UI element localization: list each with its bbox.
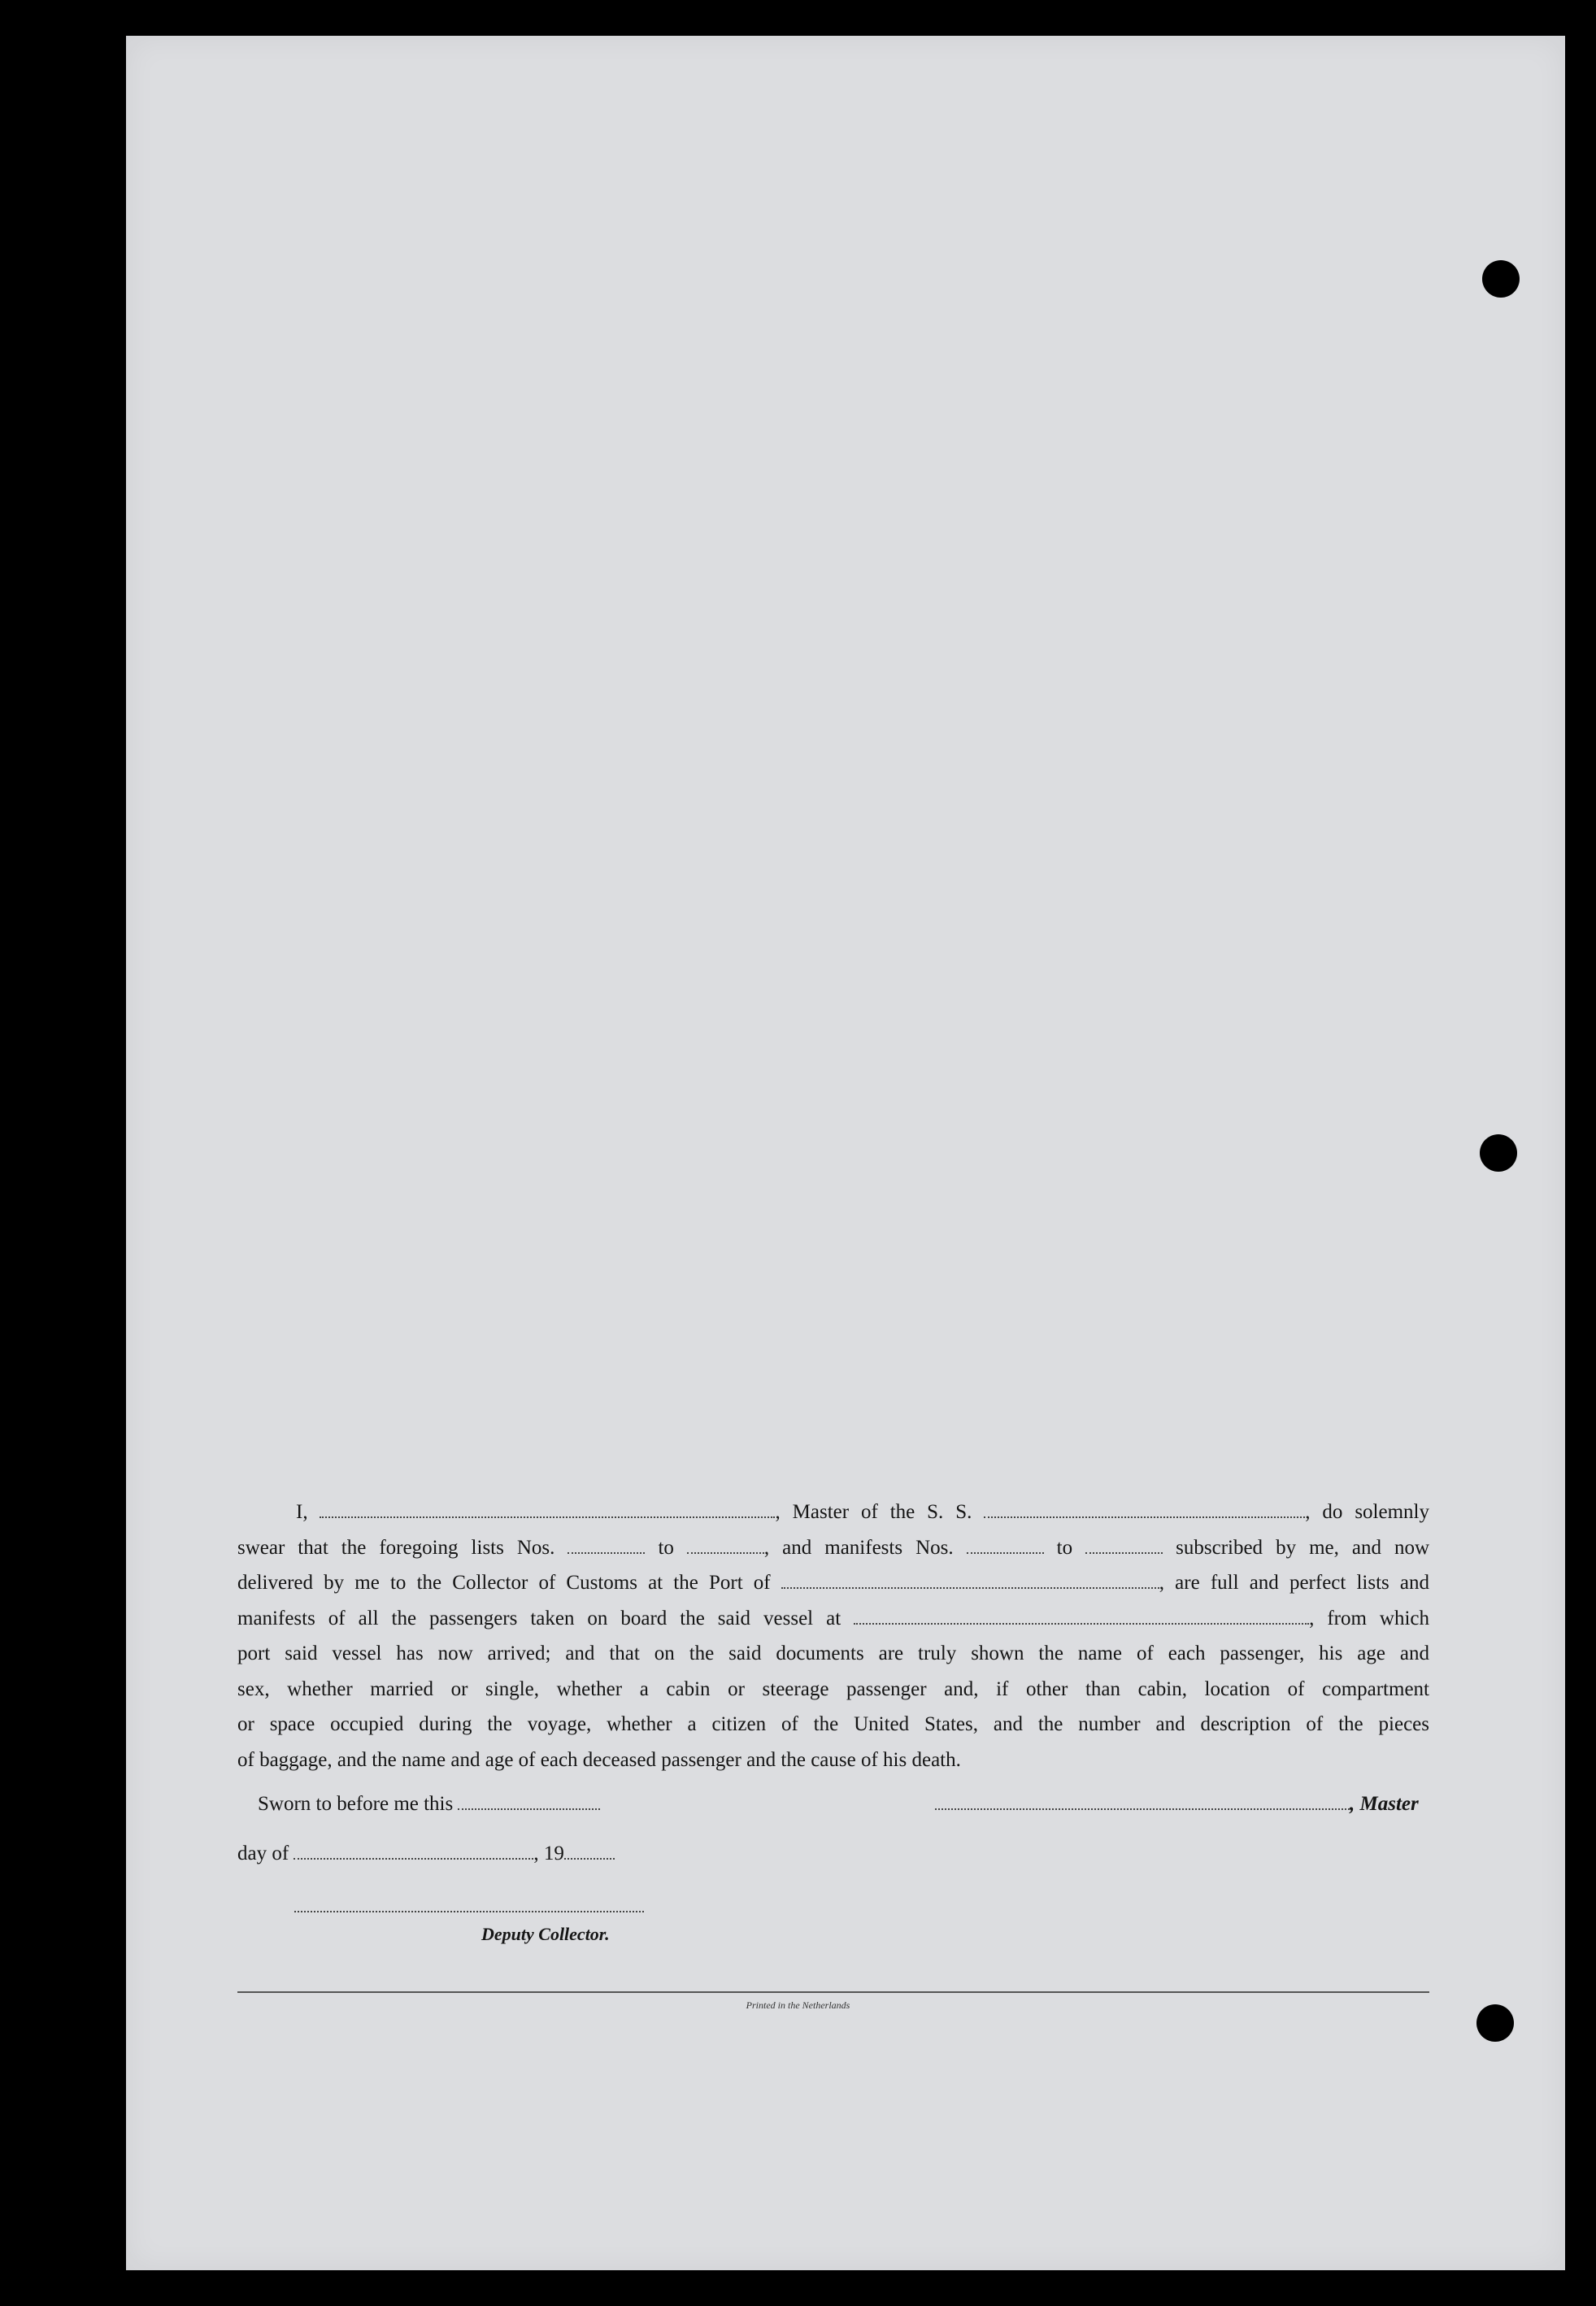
oath-text: , and manifests Nos.	[763, 1536, 954, 1559]
master-signature-line	[935, 1792, 1419, 1816]
oath-declaration	[237, 1495, 1429, 1777]
footer-rule	[237, 1991, 1429, 1993]
oath-text: , are full and perfect lists and	[1159, 1572, 1430, 1594]
sworn-text: Sworn to before me this	[258, 1793, 454, 1815]
oath-line-3	[237, 1565, 1429, 1601]
oath-line-2	[237, 1530, 1429, 1566]
oath-line-6: sex, whether married or single, whether a cabin or steerage passenger and, if other than cabin, location of compartment	[237, 1677, 1429, 1700]
oath-line-5: port said vessel has now arrived; and that on the said documents are truly shown the name of each passenger, his age and	[237, 1642, 1429, 1664]
oath-line-1	[237, 1495, 1429, 1530]
day-of-line	[237, 1842, 615, 1865]
oath-text: , do solemnly	[1305, 1501, 1429, 1523]
oath-text: subscribed by me, and now	[1176, 1536, 1430, 1559]
port-blank	[781, 1571, 1159, 1589]
document-page	[126, 36, 1565, 2270]
binder-hole-top	[1482, 260, 1520, 298]
manifest-from-blank	[967, 1536, 1044, 1554]
day-of-text: day of	[237, 1843, 289, 1864]
oath-text: to	[1056, 1536, 1073, 1559]
departure-port-blank	[854, 1607, 1309, 1625]
list-to-blank	[687, 1536, 764, 1554]
year-blank	[564, 1842, 615, 1860]
month-blank	[294, 1842, 533, 1860]
oath-text: I,	[296, 1501, 308, 1523]
list-from-blank	[568, 1536, 645, 1554]
manifest-to-blank	[1085, 1536, 1163, 1554]
oath-line-8: of baggage, and the name and age of each deceased passenger and the cause of his death.	[237, 1748, 961, 1771]
year-text: , 19	[533, 1843, 564, 1864]
oath-text: , Master of the S. S.	[775, 1501, 972, 1523]
oath-line-4	[237, 1601, 1429, 1637]
sworn-date-blank	[458, 1792, 600, 1810]
ship-name-blank	[984, 1500, 1305, 1518]
master-name-blank	[320, 1500, 775, 1518]
master-signature-blank	[935, 1792, 1350, 1810]
sworn-line	[258, 1792, 600, 1816]
printed-in-note: Printed in the Netherlands	[746, 1999, 850, 2011]
master-label: , Master	[1350, 1793, 1419, 1815]
oath-text: , from which	[1309, 1607, 1429, 1629]
oath-line-7: or space occupied during the voyage, whether a citizen of the United States, and the number and description of the pieces	[237, 1713, 1429, 1735]
binder-hole-middle	[1480, 1134, 1517, 1172]
oath-text: to	[658, 1536, 674, 1559]
oath-text: manifests of all the passengers taken on board the said vessel at	[237, 1607, 841, 1629]
oath-text: swear that the foregoing lists Nos.	[237, 1536, 555, 1559]
oath-text: delivered by me to the Collector of Customs at the Port of	[237, 1572, 771, 1594]
deputy-signature-blank	[294, 1903, 644, 1912]
show-through-mark	[163, 45, 207, 128]
deputy-collector-label: Deputy Collector.	[481, 1924, 610, 1944]
